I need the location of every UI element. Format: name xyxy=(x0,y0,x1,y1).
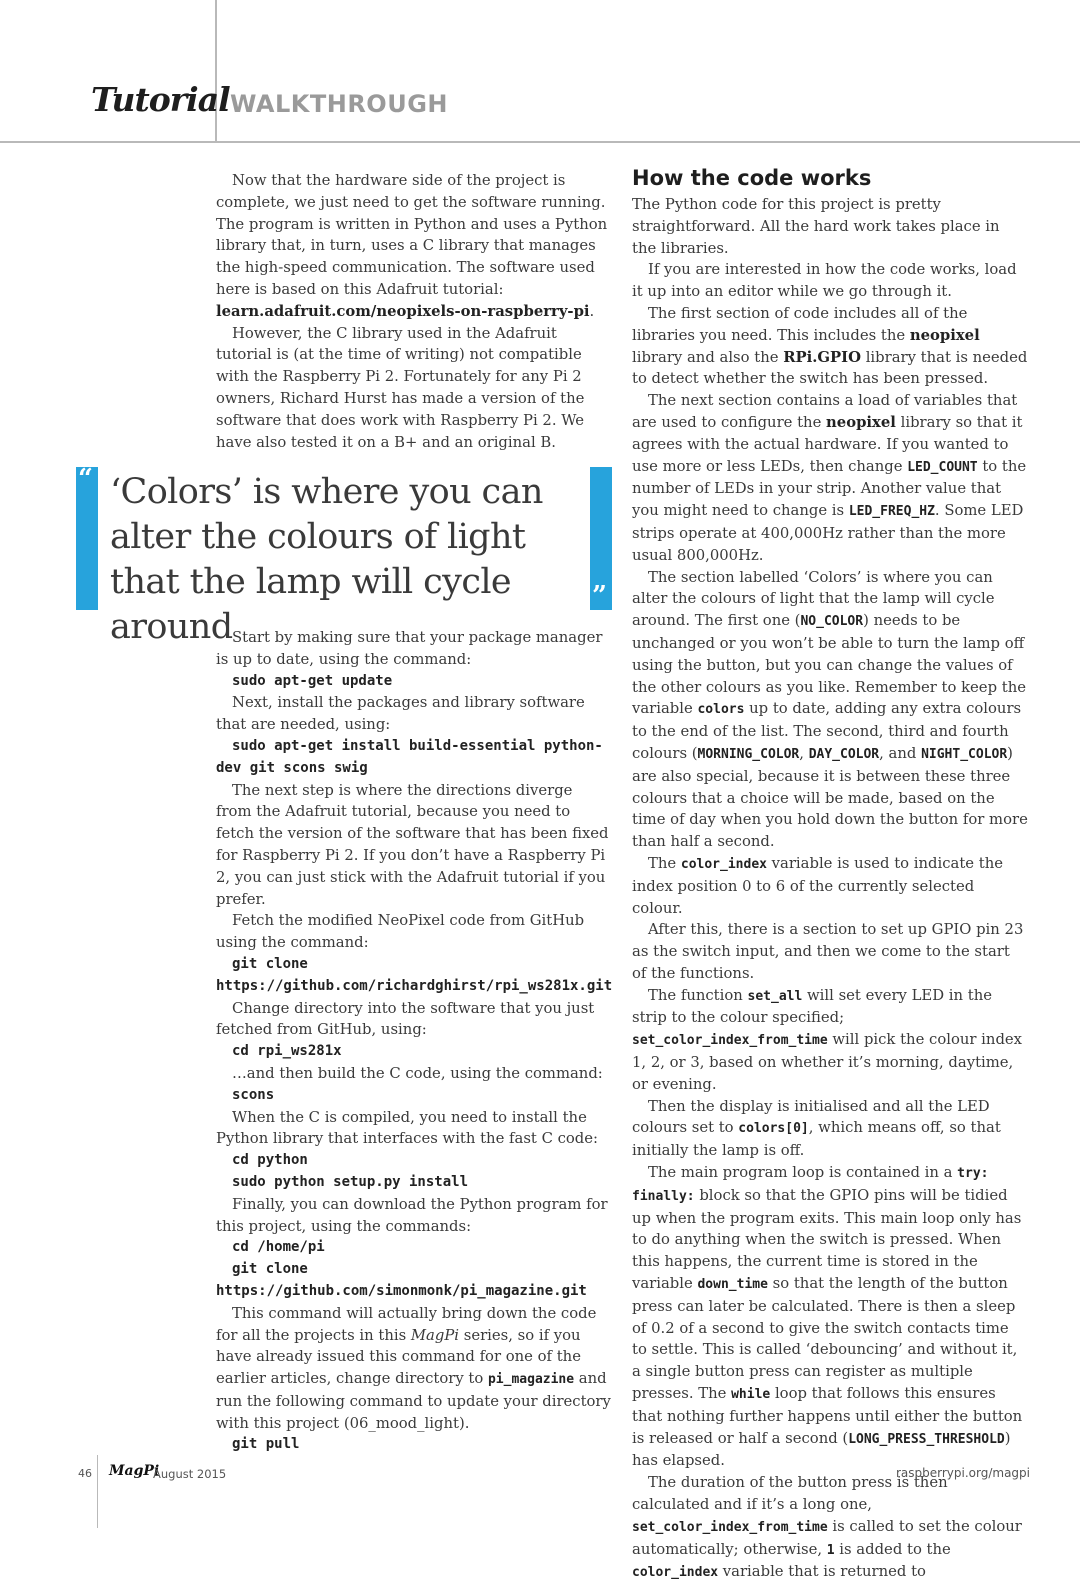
text: Then the display is initialised and all the LED colours set to xyxy=(632,1097,990,1137)
text: block so that the GPIO pins will be tidied up when the program exits. This main loop only has to do anything when the switch is pressed. When this happens, the current time is stored in the variable xyxy=(632,1186,1022,1293)
text: The next section contains a load of variables that are used to configure the xyxy=(632,392,1018,431)
inline-code: LONG_PRESS_THRESHOLD xyxy=(848,1431,1005,1447)
inline-code: color_index xyxy=(680,856,767,872)
inline-code: 1 xyxy=(826,1542,835,1558)
section-heading: How the code works xyxy=(632,166,872,190)
paragraph: Change directory into the software that you just fetched from GitHub, using: xyxy=(216,999,595,1039)
paragraph: Next, install the packages and library software that are needed, using: xyxy=(216,694,585,734)
inline-code: down_time xyxy=(697,1277,768,1293)
paragraph xyxy=(632,985,1028,1096)
text: The section labelled ‘Colors’ is where you can alter the colours of light that the lamp will cycle around. The first one ( xyxy=(632,568,995,630)
paragraph: The next step is where the directions diverge from the Adafruit tutorial, because you need to fetch the version of the software that has been fixed for Raspberry Pi 2. If you don’t have a Raspberry Pi 2, you can just stick with the Adafruit tutorial if you prefer. xyxy=(216,781,609,908)
text: library that is needed to detect whether the switch has been pressed. xyxy=(632,348,1028,388)
paragraph: The Python code for this project is pretty straightforward. All the hard work takes place in the libraries. xyxy=(632,196,1000,257)
section-label: Tutorial xyxy=(91,80,230,119)
inline-term: RPi.GPIO xyxy=(783,348,861,366)
page-number: 46 xyxy=(78,1467,92,1480)
paragraph xyxy=(632,1472,1028,1584)
text: . Some LED strips operate at 400,000Hz rather than the more usual 800,000Hz. xyxy=(632,502,1024,564)
paragraph: Start by making sure that your package manager is up to date, using the command: xyxy=(216,629,603,668)
text: ) has elapsed. xyxy=(632,1429,1011,1470)
inline-code: NIGHT_COLOR xyxy=(921,746,1008,762)
link-url: learn.adafruit.com/neopixels-on-raspberry-pi xyxy=(216,302,590,320)
inline-code: colors[0] xyxy=(738,1121,809,1137)
paragraph: However, the C library used in the Adafruit tutorial is (at the time of writing) not compatible with the Raspberry Pi 2. Fortunately for any Pi 2 owners, Richard Hurst has made a version of the software that does work with Raspberry Pi 2. We have also tested it on a B+ and an original B. xyxy=(216,324,585,451)
pull-quote: ‘Colors’ is where you can alter the colours of light that the lamp will cycle around xyxy=(110,472,543,647)
paragraph: When the C is compiled, you need to install the Python library that interfaces with the fast C code: xyxy=(216,1108,599,1148)
text: is added to the xyxy=(834,1540,951,1558)
magazine-name: MagPi xyxy=(410,1326,460,1344)
text: will pick the colour index 1, 2, or 3, based on whether it’s morning, daytime, or evening. xyxy=(632,1031,1023,1093)
left-column-instructions xyxy=(216,627,612,1456)
text: and run the following command to update your directory with this project (06_mood_light). xyxy=(216,1370,611,1432)
text: variable that is returned to xyxy=(718,1563,926,1581)
inline-code: set_color_index_from_time xyxy=(632,1033,828,1049)
close-quote-icon: ” xyxy=(592,581,607,611)
text: library so that it agrees with the actual hardware. If you wanted to use more or less LEDs, then change xyxy=(632,413,1023,475)
inline-code: set_all xyxy=(747,988,803,1004)
inline-code: pi_magazine xyxy=(487,1372,575,1388)
text: library and also the xyxy=(632,348,784,366)
text: , xyxy=(799,744,809,762)
code-line: scons xyxy=(232,1086,275,1103)
left-column-intro xyxy=(216,170,611,453)
code-line: git clone https://github.com/simonmonk/pi_magazine.git xyxy=(216,1261,587,1299)
code-line: cd python xyxy=(232,1152,308,1169)
text: The function xyxy=(648,986,748,1004)
text: loop that follows this ensures that nothing further happens until either the button is released or half a second ( xyxy=(632,1385,1023,1447)
paragraph xyxy=(632,390,1028,566)
inline-code: try: finally: xyxy=(632,1166,989,1204)
section-subtitle: WALKTHROUGH xyxy=(230,90,448,118)
code-line: sudo apt-get update xyxy=(232,672,393,689)
paragraph: …and then build the C code, using the command: xyxy=(232,1064,603,1082)
code-line: sudo apt-get install build-essential python-dev git scons swig xyxy=(216,737,603,776)
code-line: cd rpi_ws281x xyxy=(232,1043,342,1060)
paragraph xyxy=(216,1303,612,1435)
inline-code: set_color_index_from_time xyxy=(632,1519,828,1535)
code-line: sudo python setup.py install xyxy=(232,1173,469,1190)
paragraph: After this, there is a section to set up GPIO pin 23 as the switch input, and then we come to the start of the functions. xyxy=(632,921,1024,982)
paragraph xyxy=(632,853,1028,919)
inline-code: color_index xyxy=(632,1565,719,1581)
magazine-logo: MagPi xyxy=(109,1463,160,1479)
inline-code: NO_COLOR xyxy=(800,614,864,630)
text: , and xyxy=(879,744,922,762)
text: up to date, adding any extra colours to the end of the list. The second, third and fourth colours ( xyxy=(632,700,1022,762)
inline-code: MORNING_COLOR xyxy=(697,746,800,762)
code-line: git pull xyxy=(232,1436,300,1453)
paragraph xyxy=(216,170,611,323)
inline-term: neopixel xyxy=(826,413,896,431)
text: so that the length of the button press can later be calculated. There is then a sleep of 0.2 of a second to give the switch contacts time to settle. This is called ‘debouncing’ and without it, a single button press can register as multiple presses. The xyxy=(632,1275,1018,1403)
header-divider-vertical xyxy=(215,0,217,141)
text: This command will actually bring down the code for all the projects in this xyxy=(216,1304,597,1344)
text: ) are also special, because it is between these three colours that a choice will be made, based on the time of day when you hold down the button for more than half a second. xyxy=(632,744,1028,851)
inline-code: LED_FREQ_HZ xyxy=(848,504,935,520)
text: Now that the hardware side of the project is complete, we just need to get the software running. The program is written in Python and uses a Python library that, in turn, uses a C library that manages the high-speed communication. The software used here is based on this Adafruit tutorial: xyxy=(216,172,608,298)
paragraph: Finally, you can download the Python program for this project, using the commands: xyxy=(216,1195,608,1235)
paragraph xyxy=(632,303,1028,390)
code-line: git clone https://github.com/richardghirst/rpi_ws281x.git xyxy=(216,955,613,994)
inline-code: colors xyxy=(697,702,745,718)
footer-divider xyxy=(97,1455,98,1528)
text: variable is used to indicate the index position 0 to 6 of the currently selected colour. xyxy=(632,854,1004,917)
paragraph xyxy=(632,1162,1028,1472)
text: The main program loop is contained in a xyxy=(648,1164,958,1182)
text: series, so if you have already issued this command for one of the earlier articles, change directory to xyxy=(216,1326,581,1388)
text: The xyxy=(648,854,681,872)
paragraph: Fetch the modified NeoPixel code from GitHub using the command: xyxy=(216,912,585,952)
text: The duration of the button press is then calculated and if it’s a long one, xyxy=(632,1474,948,1514)
paragraph xyxy=(632,567,1028,853)
text: is called to set the colour automatically; otherwise, xyxy=(632,1517,1022,1558)
inline-code: LED_COUNT xyxy=(907,459,978,475)
inline-code: while xyxy=(731,1387,771,1403)
open-quote-icon: “ xyxy=(78,464,93,494)
paragraph xyxy=(632,1096,1028,1162)
paragraph: If you are interested in how the code works, load it up into an editor while we go through it. xyxy=(632,261,1017,301)
header-rule xyxy=(0,141,1080,143)
text: will set every LED in the strip to the colour specified; xyxy=(632,986,992,1027)
website-link[interactable]: raspberrypi.org/magpi xyxy=(895,1466,1030,1480)
inline-term: neopixel xyxy=(909,326,980,344)
text: . xyxy=(589,302,595,320)
text: , which means off, so that initially the lamp is off. xyxy=(632,1119,1001,1160)
issue-date: August 2015 xyxy=(153,1467,227,1481)
text: to the number of LEDs in your strip. Another value that you might need to change is xyxy=(632,457,1027,520)
code-line: cd /home/pi xyxy=(232,1239,325,1256)
text: ) needs to be unchanged or you won’t be able to turn the lamp off using the button, but you can change the values of the other colours as you like. Remember to keep the variable xyxy=(632,612,1026,718)
inline-code: DAY_COLOR xyxy=(808,746,880,762)
right-column-code-explanation xyxy=(632,164,1028,1584)
text: The first section of code includes all of the libraries you need. This includes the xyxy=(632,304,968,344)
